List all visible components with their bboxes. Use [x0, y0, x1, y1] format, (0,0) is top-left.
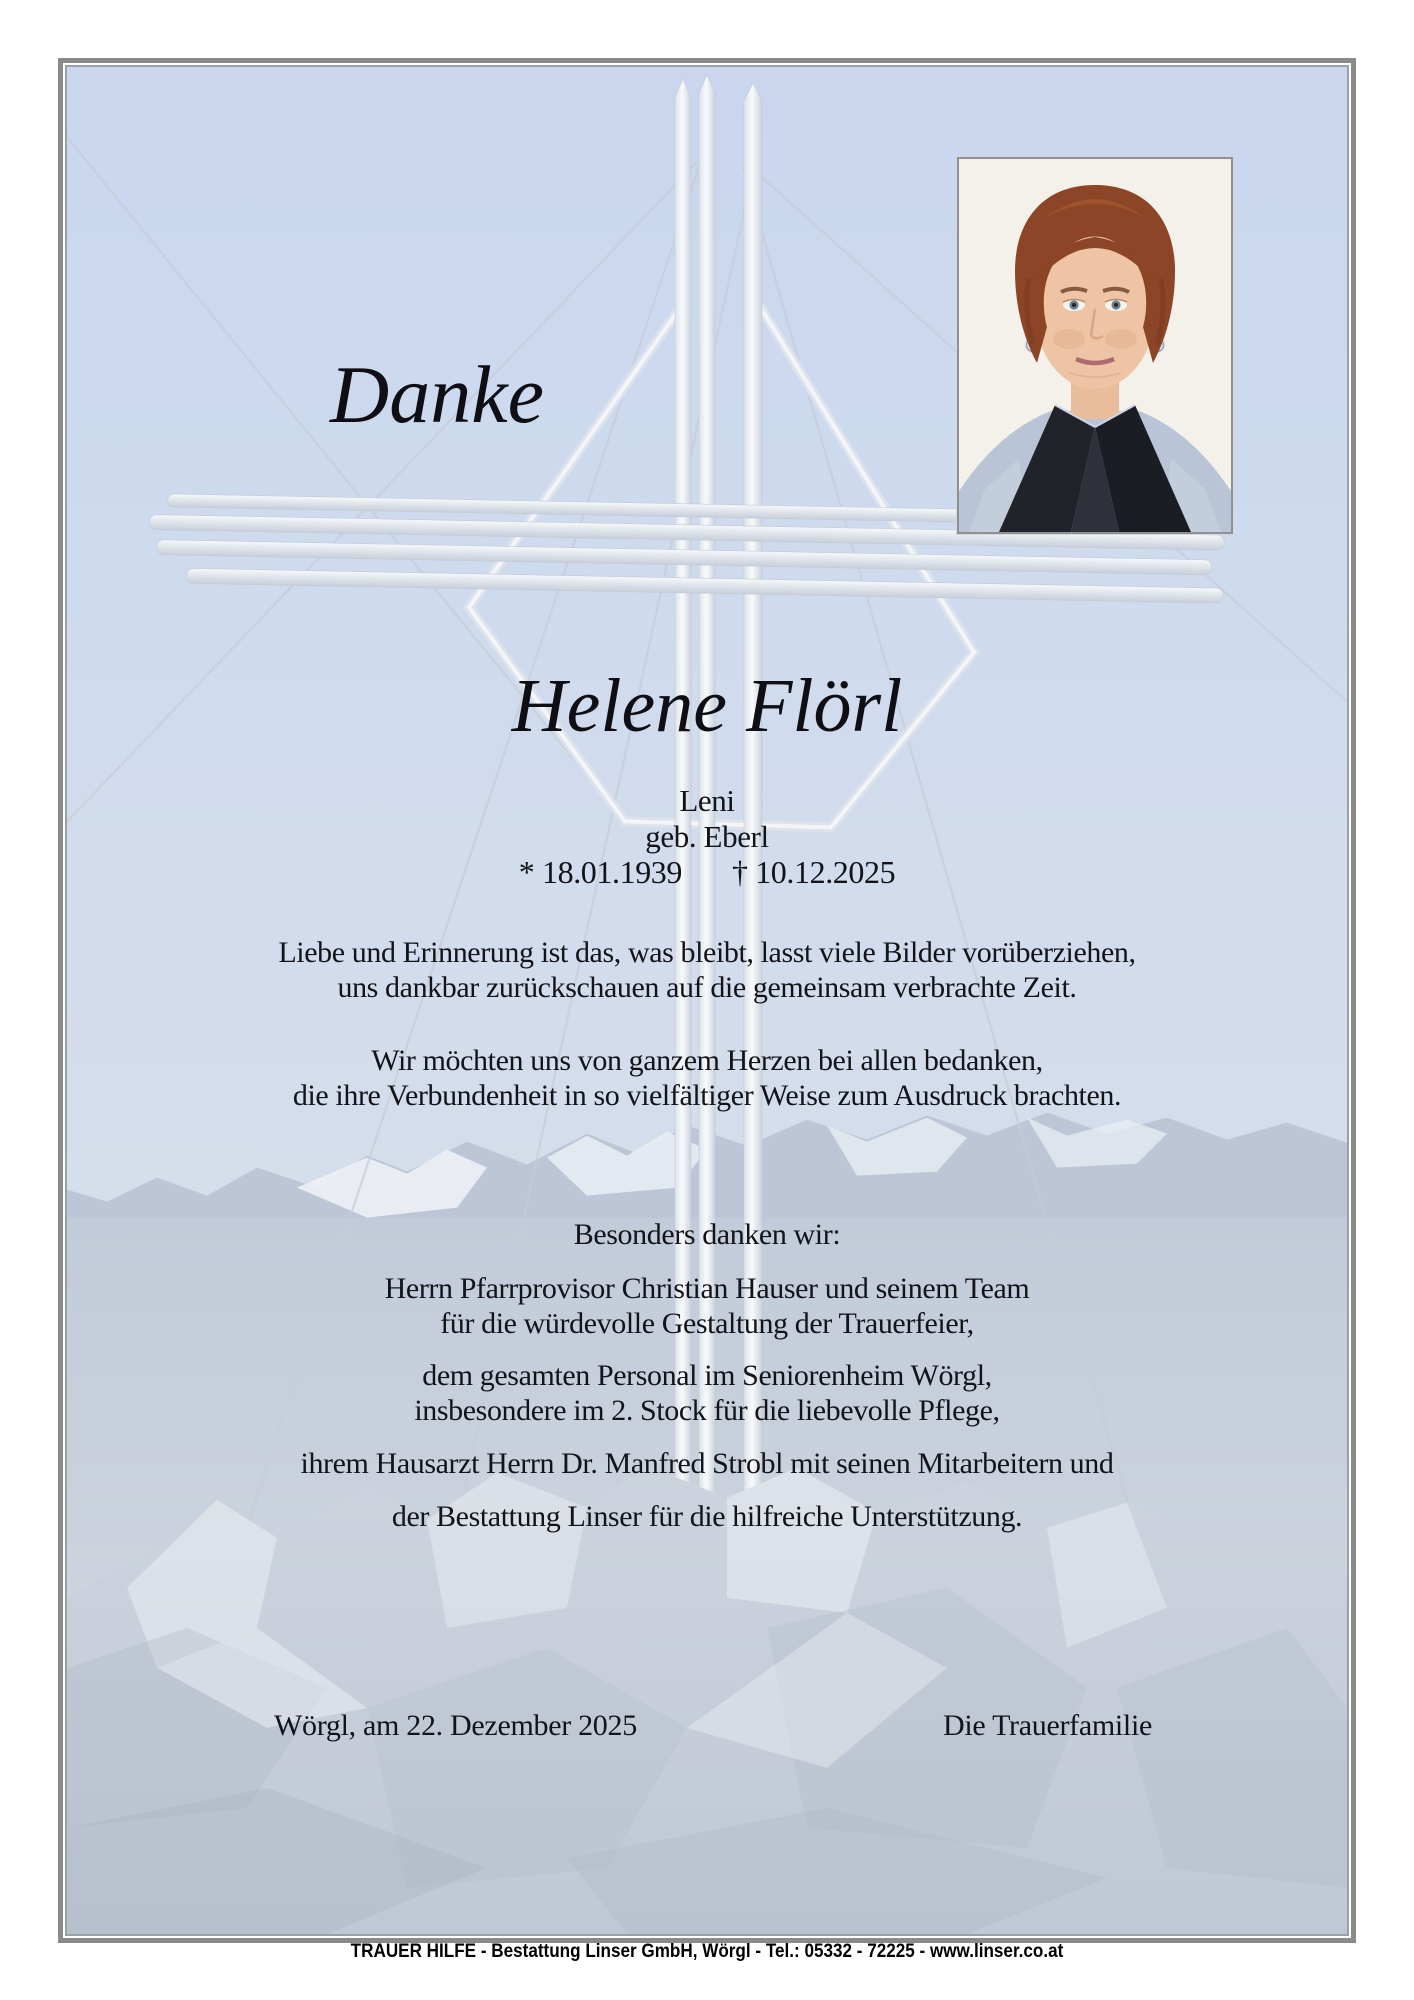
special-thanks-line: für die würdevolle Gestaltung der Trauerfeier,	[440, 1307, 974, 1340]
special-thanks-line: dem gesamten Personal im Seniorenheim Wörgl,	[422, 1359, 992, 1392]
memorial-verse	[67, 935, 1347, 1005]
special-thanks-heading: Besonders danken wir:	[573, 1218, 841, 1251]
life-dates	[67, 854, 1347, 891]
special-thanks-line: ihrem Hausarzt Herrn Dr. Manfred Strobl mit seinen Mitarbeitern und	[300, 1447, 1114, 1480]
card-title: Danke	[329, 349, 544, 440]
deceased-name: Helene Flörl	[511, 664, 903, 748]
special-thanks-line: insbesondere im 2. Stock für die liebevolle Pflege,	[414, 1394, 1000, 1427]
verse-line: Liebe und Erinnerung ist das, was bleibt, lasst viele Bilder vorüberziehen,	[278, 936, 1136, 969]
special-thanks-item	[67, 1499, 1347, 1534]
special-thanks-item	[67, 1358, 1347, 1428]
summit-rocks	[67, 1466, 1347, 1934]
special-thanks-item	[67, 1271, 1347, 1341]
portrait-illustration	[959, 159, 1231, 532]
place-and-date: Wörgl, am 22. Dezember 2025	[274, 1709, 637, 1742]
funeral-home-footer: TRAUER HILFE - Bestattung Linser GmbH, Wörgl - Tel.: 05332 - 72225 - www.linser.co.at	[350, 1941, 1064, 1962]
card-frame	[58, 58, 1356, 1943]
signature-family: Die Trauerfamilie	[943, 1709, 1153, 1742]
card-inner-frame	[65, 65, 1349, 1936]
thanks-line: die ihre Verbundenheit in so vielfältiger Weise zum Ausdruck brachten.	[292, 1079, 1122, 1112]
verse-line: uns dankbar zurückschauen auf die gemeinsam verbrachte Zeit.	[337, 971, 1077, 1004]
special-thanks-line: Herrn Pfarrprovisor Christian Hauser und seinem Team	[384, 1272, 1030, 1305]
thanks-paragraph	[67, 1043, 1347, 1113]
deceased-nickname: Leni	[679, 783, 735, 818]
birth-name: geb. Eberl	[645, 819, 769, 854]
card-scene	[67, 67, 1347, 1934]
birth-date: * 18.01.1939	[518, 854, 682, 890]
thanks-line: Wir möchten uns von ganzem Herzen bei allen bedanken,	[371, 1044, 1043, 1077]
special-thanks-item	[67, 1446, 1347, 1481]
special-thanks-line: der Bestattung Linser für die hilfreiche Unterstützung.	[391, 1500, 1023, 1533]
portrait-photo	[957, 157, 1233, 534]
death-date: † 10.12.2025	[732, 854, 896, 890]
